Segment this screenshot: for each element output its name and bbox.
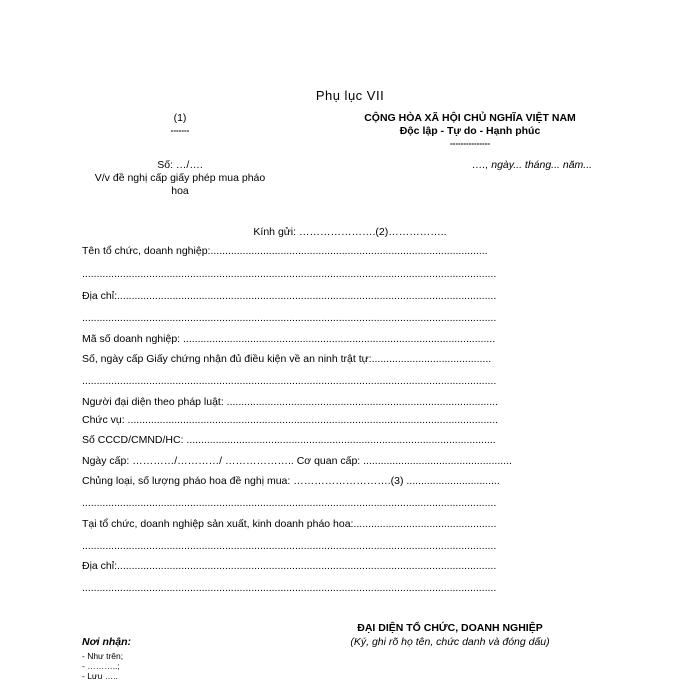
page-title: Phụ lục VII xyxy=(315,88,385,103)
republic-heading: CỘNG HÒA XÃ HỘI CHỦ NGHĨA VIỆT NAM xyxy=(364,112,576,124)
field-line: .............................................................................................................................................. xyxy=(82,268,497,280)
field-line: Địa chỉ:.................................................................................................................................. xyxy=(82,290,497,302)
agency-number: (1) xyxy=(173,112,187,124)
agency-divider: ------- xyxy=(170,126,190,135)
field-line: .............................................................................................................................................. xyxy=(82,375,497,387)
subject-line-1: V/v đề nghị cấp giấy phép mua pháo xyxy=(94,172,266,184)
recipients-label: Nơi nhận: xyxy=(82,636,132,648)
motto-divider: --------------- xyxy=(450,139,490,148)
recipient-item: - Như trên; xyxy=(82,651,124,661)
recipient-item: - ………..; xyxy=(82,661,120,671)
motto: Độc lập - Tự do - Hạnh phúc xyxy=(399,125,541,137)
field-line: Số, ngày cấp Giấy chứng nhận đủ điều kiện về an ninh trật tự:......................................... xyxy=(82,353,492,365)
field-line: Số CCCD/CMND/HC: .......................................................................................................... xyxy=(82,434,496,446)
field-line: Mã số doanh nghiệp: ........................................................................................................... xyxy=(82,333,496,345)
field-line: Tại tổ chức, doanh nghiệp sản xuất, kinh doanh pháo hoa:................................................. xyxy=(82,518,497,530)
field-line: Địa chỉ:.................................................................................................................................. xyxy=(82,560,497,572)
place-date: …., ngày... tháng... năm... xyxy=(472,159,593,171)
field-line: .............................................................................................................................................. xyxy=(82,312,497,324)
field-line: Người đại diện theo pháp luật: ............................................................................................. xyxy=(82,396,498,408)
field-line: .............................................................................................................................................. xyxy=(82,582,497,594)
field-line: Chức vụ: ............................................................................................................................... xyxy=(82,414,499,426)
field-line: Ngày cấp: …………/…………/ ……………….. Cơ quan cấp: ................................................... xyxy=(82,455,512,467)
addressee: Kính gửi: ………………….(2)…………….. xyxy=(253,226,447,238)
document-number: Số: …/…. xyxy=(157,159,203,171)
recipient-item: - Lưu ….. xyxy=(82,671,118,681)
field-line: Tên tổ chức, doanh nghiệp:............................................................................................... xyxy=(82,245,488,257)
signature-note: (Ký, ghi rõ họ tên, chức danh và đóng dấu) xyxy=(350,636,550,648)
field-line: .............................................................................................................................................. xyxy=(82,540,497,552)
field-line: Chủng loại, số lượng pháo hoa đề nghị mua: ……………………….(3) ................................ xyxy=(82,475,500,487)
field-line: .............................................................................................................................................. xyxy=(82,497,497,509)
subject-line-2: hoa xyxy=(171,185,189,197)
signature-title: ĐẠI DIỆN TỔ CHỨC, DOANH NGHIỆP xyxy=(357,622,543,634)
